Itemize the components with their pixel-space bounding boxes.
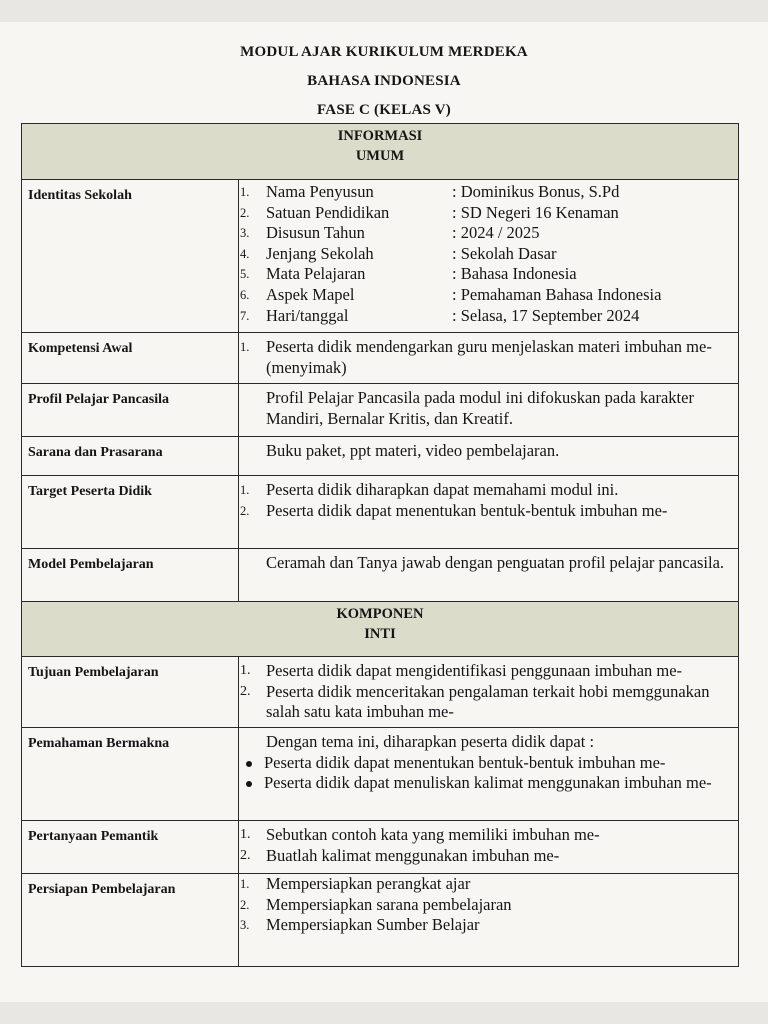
section-title-line2: INTI	[364, 626, 396, 642]
list-item: 1. Mempersiapkan perangkat ajar	[240, 874, 471, 893]
list-item: 2. Peserta didik menceritakan pengalaman terkait hobi memggunakan salah satu kata imbuhan me-	[240, 681, 710, 722]
row-content: Ceramah dan Tanya jawab dengan penguatan profil pelajar pancasila.	[239, 549, 739, 602]
list-item: 2. Buatlah kalimat menggunakan imbuhan me-	[240, 845, 560, 865]
row-content	[239, 180, 739, 333]
row-label: Kompetensi Awal	[22, 333, 239, 384]
row-label: Identitas Sekolah	[22, 180, 239, 333]
row-label: Sarana dan Prasarana	[22, 437, 239, 476]
bullet-item: Peserta didik dapat menentukan bentuk-bentuk imbuhan me-	[239, 753, 732, 774]
row-pertanyaan-pemantik	[22, 821, 739, 874]
section-title-line1: INFORMASI	[337, 128, 423, 144]
row-sarana-prasarana	[22, 437, 739, 476]
section-informasi-umum	[22, 124, 739, 180]
list-item: 1. Sebutkan contoh kata yang memiliki imbuhan me-	[240, 825, 600, 844]
row-content	[239, 821, 739, 874]
list-item: 5. Mata Pelajaran : Bahasa Indonesia	[240, 264, 577, 284]
row-content	[239, 333, 739, 384]
row-content: Profil Pelajar Pancasila pada modul ini difokuskan pada karakter Mandiri, Bernalar Kritis, dan Kreatif.	[239, 384, 739, 437]
row-label: Target Peserta Didik	[22, 476, 239, 549]
list-item: 1. Peserta didik dapat mengidentifikasi penggunaan imbuhan me-	[240, 661, 683, 680]
row-label: Pertanyaan Pemantik	[22, 821, 239, 874]
row-profil-pelajar-pancasila	[22, 384, 739, 437]
row-identitas-sekolah	[22, 180, 739, 333]
row-label: Persiapan Pembelajaran	[22, 874, 239, 967]
row-kompetensi-awal	[22, 333, 739, 384]
list-item: 3. Mempersiapkan Sumber Belajar	[240, 915, 480, 935]
row-label: Tujuan Pembelajaran	[22, 657, 239, 728]
row-content	[239, 476, 739, 549]
row-content	[239, 874, 739, 967]
list-item: 7. Hari/tanggal : Selasa, 17 September 2024	[240, 305, 640, 325]
row-label: Profil Pelajar Pancasila	[22, 384, 239, 437]
section-komponen-inti	[22, 602, 739, 657]
row-label: Pemahaman Bermakna	[22, 728, 239, 821]
list-item: 4. Jenjang Sekolah : Sekolah Dasar	[240, 243, 557, 263]
row-label: Model Pembelajaran	[22, 549, 239, 602]
list-item: 2. Satuan Pendidikan : SD Negeri 16 Kenaman	[240, 202, 619, 222]
row-target-peserta-didik	[22, 476, 739, 549]
list-item: 1. Peserta didik diharapkan dapat memahami modul ini.	[240, 480, 619, 499]
row-content	[239, 657, 739, 728]
row-pemahaman-bermakna	[22, 728, 739, 821]
section-title-line1: KOMPONEN	[336, 606, 424, 622]
row-persiapan-pembelajaran	[22, 874, 739, 967]
row-content: Buku paket, ppt materi, video pembelajaran.	[239, 437, 739, 476]
document-header	[0, 38, 768, 125]
module-table	[21, 123, 739, 967]
bullet-item: Peserta didik dapat menuliskan kalimat menggunakan imbuhan me-	[239, 773, 732, 794]
list-item: 1. Nama Penyusun : Dominikus Bonus, S.Pd	[240, 182, 620, 201]
list-item: 1. Peserta didik mendengarkan guru menjelaskan materi imbuhan me- (menyimak)	[240, 337, 712, 377]
list-item: 2. Peserta didik dapat menentukan bentuk-bentuk imbuhan me-	[240, 500, 668, 520]
list-item: 3. Disusun Tahun : 2024 / 2025	[240, 223, 540, 243]
doc-phase: FASE C (KELAS V)	[317, 102, 451, 118]
row-tujuan-pembelajaran	[22, 657, 739, 728]
section-title-line2: UMUM	[355, 148, 405, 164]
list-item: 2. Mempersiapkan sarana pembelajaran	[240, 894, 512, 914]
doc-subject: BAHASA INDONESIA	[307, 73, 461, 89]
row-model-pembelajaran	[22, 549, 739, 602]
row-content: Dengan tema ini, diharapkan peserta didik dapat : Peserta didik dapat menentukan bentuk-bentuk imbuhan me- Peserta didik dapat menuliskan kalimat menggunakan imbuhan me-	[239, 728, 739, 821]
list-item: 6. Aspek Mapel : Pemahaman Bahasa Indonesia	[240, 284, 662, 304]
doc-title: MODUL AJAR KURIKULUM MERDEKA	[240, 44, 528, 60]
